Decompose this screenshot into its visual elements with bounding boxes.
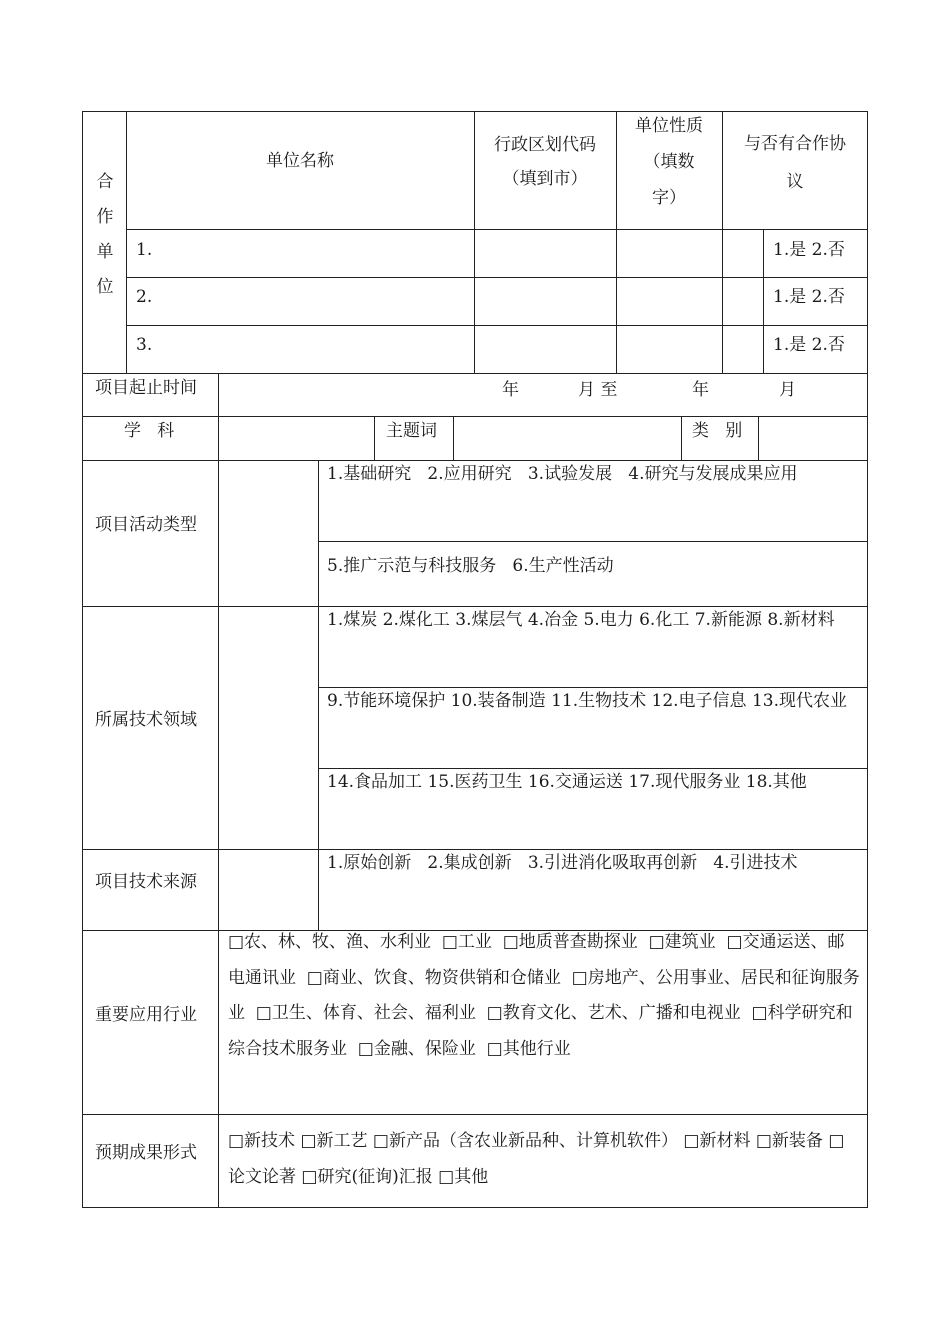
column-divider [218, 373, 219, 1208]
industry-options: □农、林、牧、渔、水利业 □工业 □地质普查勘探业 □建筑业 □交通运送、邮电通讯业 □商业、饮食、物资供销和仓储业 □房地产、公用事业、居民和征询服务业 □卫生、体育、社会、福利业 □教育文化、艺术、广播和电视业 □科学研究和综合技术服务业 □金融、保险业 □其他行业 [228, 932, 860, 1059]
category-label: 类 别 [692, 421, 743, 441]
column-divider [453, 416, 454, 460]
period-month-to: 月 至 [578, 380, 618, 400]
column-divider [763, 229, 764, 373]
outcome-label: 预期成果形式 [95, 1143, 197, 1163]
col-unit-nature-line1: 单位性质 [635, 116, 703, 136]
activity-type-label: 项目活动类型 [95, 515, 197, 535]
col-unit-nature-line2: （填数 [643, 152, 695, 172]
period-year-start: 年 [502, 380, 519, 400]
tech-source-options: 1.原始创新 2.集成创新 3.引进消化吸取再创新 4.引进技术 [327, 853, 798, 873]
period-month-end: 月 [779, 380, 796, 400]
agreement-choice: 1.是 2.否 [773, 240, 845, 260]
partner-row-number: 3. [136, 335, 153, 355]
outcome-options: □新技术 □新工艺 □新产品（含农业新品种、计算机软件） □新材料 □新装备 □论文论著 □研究(征询)汇报 □其他 [228, 1131, 845, 1187]
row-divider [126, 325, 868, 326]
tech-field-option-1: 1.煤炭 2.煤化工 3.煤层气 4.冶金 5.电力 6.化工 7.新能源 8.新材料 [327, 610, 835, 630]
row-divider [82, 416, 868, 417]
industry-label: 重要应用行业 [95, 1005, 197, 1025]
col-region-code-line2: （填到市） [502, 169, 588, 189]
period-label: 项目起止时间 [95, 378, 197, 398]
activity-option-2: 5.推广示范与科技服务 6.生产性活动 [327, 556, 614, 576]
partner-row-number: 1. [136, 240, 153, 260]
agreement-choice: 1.是 2.否 [773, 287, 845, 307]
row-divider [318, 541, 868, 542]
subject-label: 学 科 [124, 421, 175, 441]
row-divider [82, 373, 868, 374]
partner-side-label: 合作单位 [96, 172, 114, 297]
column-divider [318, 460, 319, 606]
tech-source-label: 项目技术来源 [95, 872, 197, 892]
col-unit-nature-line3: 字） [652, 188, 686, 208]
column-divider [318, 606, 319, 849]
partner-row-number: 2. [136, 287, 153, 307]
col-unit-name: 单位名称 [266, 151, 334, 171]
keyword-label: 主题词 [386, 421, 437, 441]
col-agreement-line1: 与否有合作协 [744, 134, 846, 154]
activity-option-1: 1.基础研究 2.应用研究 3.试验发展 4.研究与发展成果应用 [327, 464, 798, 484]
period-year-end: 年 [692, 380, 709, 400]
column-divider [681, 416, 682, 460]
column-divider [318, 849, 319, 930]
column-divider [616, 111, 617, 373]
row-divider [82, 1114, 868, 1115]
tech-field-option-2: 9.节能环境保护 10.装备制造 11.生物技术 12.电子信息 13.现代农业 [327, 691, 847, 711]
column-divider [374, 416, 375, 460]
row-divider [126, 229, 868, 230]
tech-field-option-3: 14.食品加工 15.医药卫生 16.交通运送 17.现代服务业 18.其他 [327, 772, 807, 792]
tech-field-label: 所属技术领域 [95, 710, 197, 730]
col-region-code-line1: 行政区划代码 [494, 135, 596, 155]
agreement-choice: 1.是 2.否 [773, 335, 845, 355]
column-divider [758, 416, 759, 460]
row-divider [126, 277, 868, 278]
col-agreement-line2: 议 [786, 172, 804, 192]
